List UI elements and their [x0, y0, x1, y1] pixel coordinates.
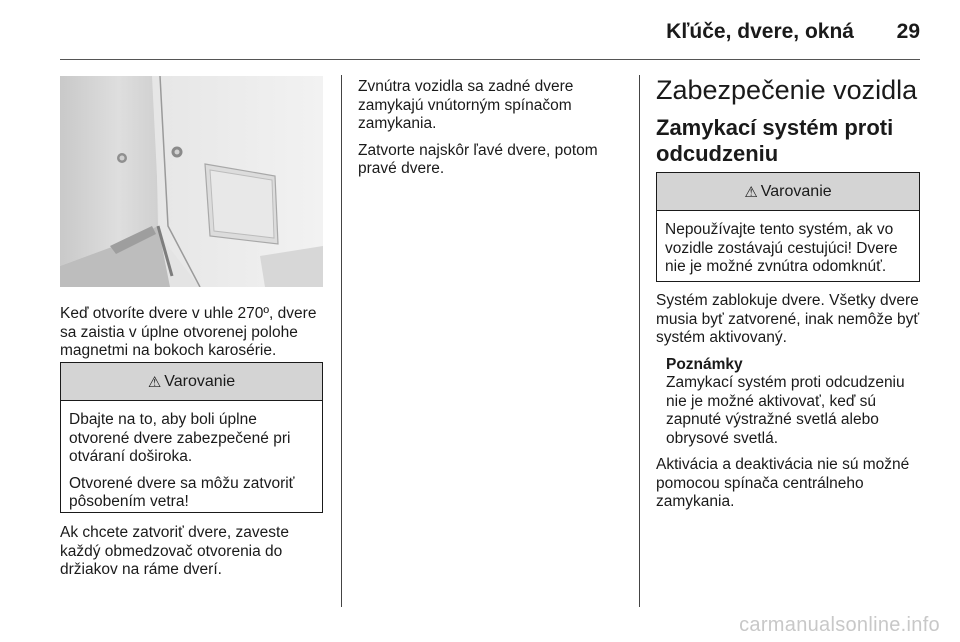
header-rule — [60, 59, 920, 60]
rear-door-paragraph: Zvnútra vozidla sa zadné dvere zamykajú vnútorným spínačom zamykania. — [358, 78, 574, 132]
warning-icon: ⚠ — [744, 183, 758, 201]
door-illustration — [60, 76, 323, 287]
warning-text: Otvorené dvere sa môžu zatvoriť pôsobením vetra! — [69, 474, 295, 510]
warning-box-antitheft — [656, 172, 920, 282]
door-close-paragraph: Ak chcete zatvoriť dvere, zaveste každý obmedzovač otvorenia do držiakov na ráme dverí. — [60, 524, 289, 578]
warning-box-door — [60, 362, 323, 513]
warning-text: Dbajte na to, aby boli úplne otvorené dvere zabezpečené pri otváraní doširoka. — [69, 411, 291, 465]
system-paragraph: Systém zablokuje dvere. Všetky dvere musia byť zatvorené, inak nemôže byť systém aktivovaný. — [656, 292, 920, 346]
note-title: Poznámky — [666, 355, 743, 373]
column-divider-left — [341, 75, 342, 607]
activation-paragraph: Aktivácia a deaktivácia nie sú možné pomocou spínača centrálneho zamykania. — [656, 456, 910, 510]
warning-heading: Varovanie — [760, 182, 832, 200]
warning-heading: Varovanie — [164, 372, 236, 390]
page-number: 29 — [896, 20, 920, 43]
column-divider-right — [639, 75, 640, 607]
subsection-heading: Zamykací systém proti odcudzeniu — [656, 115, 894, 166]
warning-text: Nepoužívajte tento systém, ak vo vozidle zostávajú cestujúci! Dvere nie je možné zvnútra odomknúť. — [665, 221, 898, 275]
header-title: Kľúče, dvere, okná — [666, 20, 854, 43]
warning-body — [61, 401, 322, 520]
close-order-paragraph: Zatvorte najskôr ľavé dvere, potom pravé dvere. — [358, 141, 598, 177]
watermark: carmanualsonline.info — [739, 614, 940, 636]
warning-icon: ⚠ — [147, 373, 162, 391]
warning-body — [657, 211, 919, 285]
section-heading: Zabezpečenie vozidla — [656, 75, 918, 105]
note-text: Zamykací systém proti odcudzeniu nie je možné aktivovať, keď sú zapnuté výstražné svetlá alebo obrysové svetlá. — [666, 374, 905, 447]
warning-header — [657, 173, 919, 211]
note-block — [656, 356, 924, 449]
door-open-caption: Keď otvoríte dvere v uhle 270º, dvere sa zaistia v úplne otvorenej polohe magnetmi na bokoch karosérie. — [60, 305, 317, 359]
warning-header — [61, 363, 322, 401]
